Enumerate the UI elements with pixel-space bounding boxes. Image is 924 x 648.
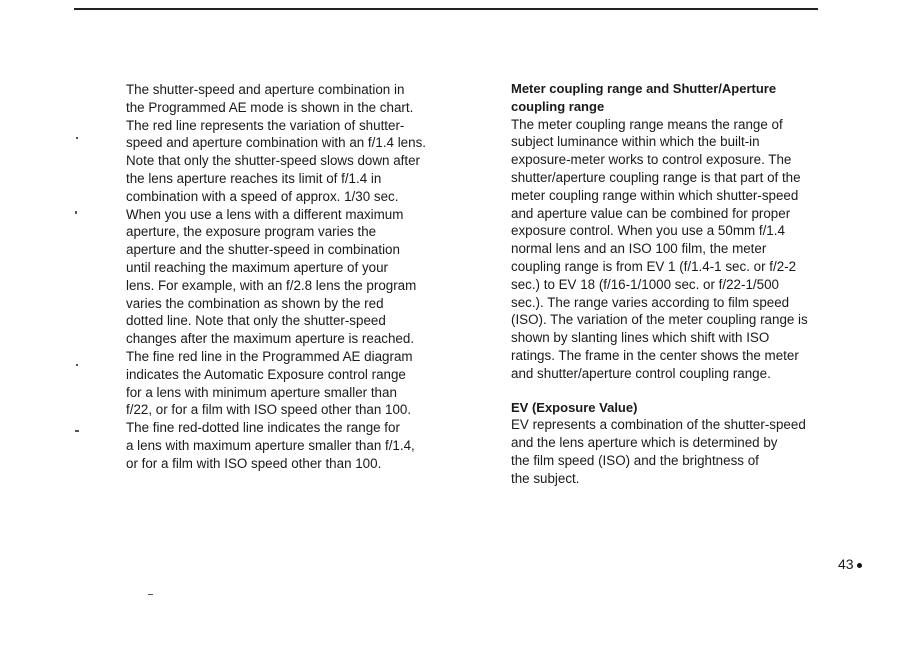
meter-coupling-section — [511, 80, 881, 383]
text-line: indicates the Automatic Exposure control range — [126, 366, 406, 382]
text-line: subject luminance within which the built-in — [511, 134, 760, 150]
text-line: exposure control. When you use a 50mm f/1.4 — [511, 223, 785, 239]
text-line: aperture and the shutter-speed in combination — [126, 242, 400, 258]
scan-mark — [148, 594, 153, 595]
right-column — [511, 80, 881, 488]
ev-section — [511, 399, 881, 488]
text-line: the film speed (ISO) and the brightness of — [511, 452, 759, 468]
text-line: When you use a lens with a different maximum — [126, 206, 404, 222]
page-number-text: 43 — [838, 556, 854, 572]
page-number — [838, 556, 862, 572]
text-line: (ISO). The variation of the meter coupling range is — [511, 312, 808, 328]
scan-mark — [76, 137, 78, 139]
section-gap — [511, 383, 881, 399]
text-line: until reaching the maximum aperture of your — [126, 259, 388, 275]
text-line: The red line represents the variation of shutter- — [126, 117, 405, 133]
text-line: dotted line. Note that only the shutter-speed — [126, 313, 386, 329]
text-line: and aperture value can be combined for proper — [511, 205, 791, 221]
text-line: coupling range is from EV 1 (f/1.4-1 sec. or f/2-2 — [511, 258, 797, 274]
text-line: meter coupling range within which shutter-speed — [511, 187, 799, 203]
scan-mark — [75, 211, 77, 214]
text-line: sec.) to EV 18 (f/16-1/1000 sec. or f/22-1/500 — [511, 276, 779, 292]
text-line: and the lens aperture which is determined by — [511, 435, 778, 451]
text-line: f/22, or for a film with ISO speed other than 100. — [126, 402, 412, 418]
text-line: exposure-meter works to control exposure. The — [511, 152, 792, 168]
text-line: lens. For example, with an f/2.8 lens the program — [126, 277, 417, 293]
text-line: normal lens and an ISO 100 film, the meter — [511, 241, 767, 257]
text-line: speed and aperture combination with an f/1.4 lens. — [126, 135, 426, 151]
text-line: for a lens with minimum aperture smaller than — [126, 384, 397, 400]
text-line: aperture, the exposure program varies the — [126, 224, 377, 240]
text-line: the Programmed AE mode is shown in the chart. — [126, 99, 414, 115]
text-line: changes after the maximum aperture is reached. — [126, 331, 415, 347]
text-line: Note that only the shutter-speed slows down after — [126, 153, 421, 169]
text-line: a lens with maximum aperture smaller than f/1.4, — [126, 437, 415, 453]
text-line: ratings. The frame in the center shows the meter — [511, 347, 799, 363]
scan-mark — [76, 364, 78, 366]
text-line: The meter coupling range means the range of — [511, 116, 783, 132]
text-line: The fine red-dotted line indicates the range for — [126, 420, 400, 436]
top-rule — [74, 8, 818, 10]
text-line: shutter/aperture coupling range is that part of the — [511, 169, 801, 185]
text-line: The fine red line in the Programmed AE diagram — [126, 348, 413, 364]
text-line: the subject. — [511, 470, 580, 486]
text-line: combination with a speed of approx. 1/30 sec. — [126, 188, 399, 204]
text-line: and shutter/aperture control coupling range. — [511, 365, 771, 381]
bullet-icon — [857, 563, 862, 568]
scan-mark — [75, 430, 79, 432]
text-line: shown by slanting lines which shift with ISO — [511, 330, 770, 346]
section-heading: EV (Exposure Value) — [511, 399, 638, 415]
text-line: varies the combination as shown by the red — [126, 295, 384, 311]
text-line: EV represents a combination of the shutter-speed — [511, 417, 806, 433]
text-line: or for a film with ISO speed other than 100. — [126, 455, 382, 471]
left-column — [126, 81, 492, 473]
section-heading: coupling range — [511, 98, 605, 114]
text-line: The shutter-speed and aperture combination in — [126, 82, 405, 97]
text-line: sec.). The range varies according to film speed — [511, 294, 790, 310]
text-line: the lens aperture reaches its limit of f/1.4 in — [126, 170, 382, 186]
section-heading: Meter coupling range and Shutter/Aperture — [511, 81, 777, 96]
